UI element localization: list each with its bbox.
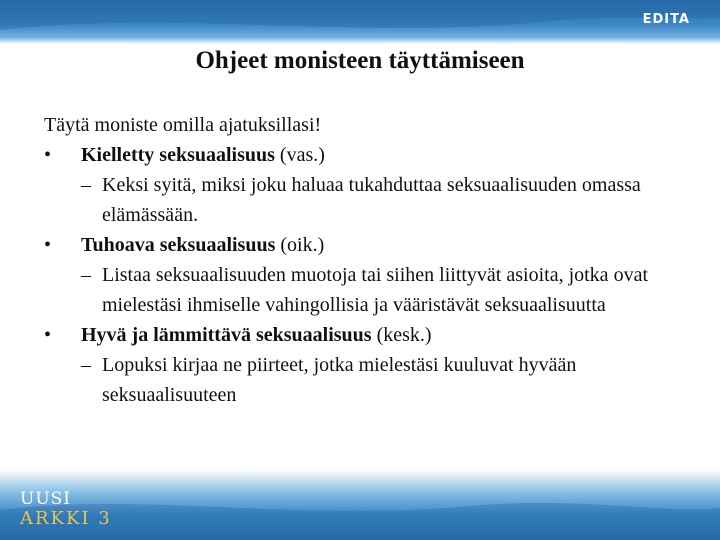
page-title: Ohjeet monisteen täyttämiseen	[195, 47, 525, 74]
sub-item-text: Lopuksi kirjaa ne piirteet, jotka mielestäsi kuuluvat hyvään seksuaalisuuteen	[102, 354, 577, 406]
bullet-note: (vas.)	[274, 144, 325, 166]
footer-band	[0, 470, 720, 540]
header-band	[0, 0, 720, 44]
bullet-heading: Tuhoava seksuaalisuus	[81, 234, 276, 256]
dash-icon: –	[81, 174, 91, 196]
sub-item	[81, 350, 704, 410]
sub-item-text: Listaa seksuaalisuuden muotoja tai siihen liittyvät asioita, jotka ovat mielestäsi ihmiselle vahingollisia ja vääristävät seksuaalisuutta	[102, 264, 648, 316]
bullet-item	[44, 140, 704, 170]
intro-text: Täytä moniste omilla ajatuksillasi!	[44, 114, 322, 136]
sub-item-text: Keksi syitä, miksi joku haluaa tukahduttaa seksuaalisuuden omassa elämässään.	[102, 174, 641, 226]
bullet-item	[44, 230, 704, 260]
uusi-arkki-logo	[20, 489, 112, 529]
bullet-note: (kesk.)	[371, 324, 432, 346]
edita-logo: EDITA	[642, 12, 690, 27]
bullet-heading: Kielletty seksuaalisuus	[81, 144, 275, 166]
dash-icon: –	[81, 354, 91, 376]
bullet-item	[44, 320, 704, 350]
bullet-icon: •	[44, 234, 52, 256]
logo-line-uusi: UUSI	[20, 489, 72, 509]
slide-content	[44, 110, 704, 410]
bullet-icon: •	[44, 324, 52, 346]
bullet-note: (oik.)	[275, 234, 325, 256]
sub-item	[81, 170, 704, 230]
bullet-icon: •	[44, 144, 52, 166]
dash-icon: –	[81, 264, 91, 286]
header-wave-decoration	[0, 0, 720, 44]
sub-item	[81, 260, 704, 320]
logo-line-arkki: ARKKI 3	[20, 508, 112, 529]
bullet-heading: Hyvä ja lämmittävä seksuaalisuus	[81, 324, 372, 346]
